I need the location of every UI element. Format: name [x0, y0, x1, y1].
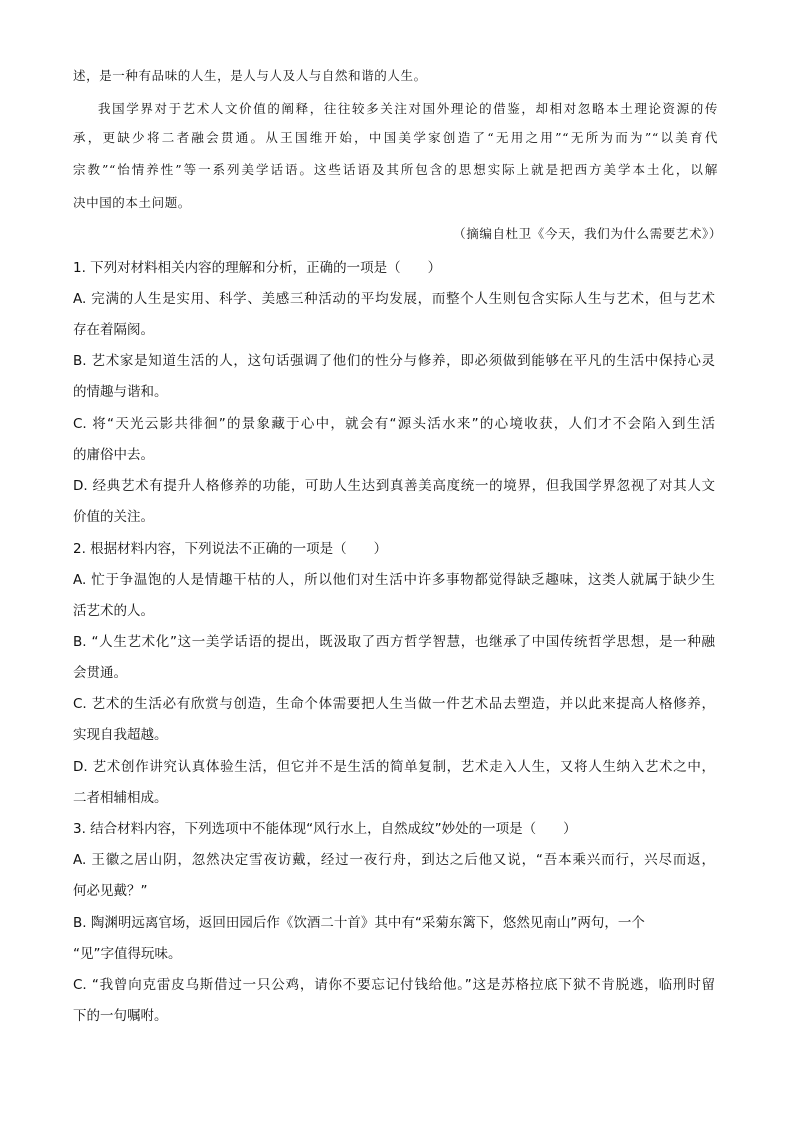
article-line: 宗教”“怡情养性”等一系列美学话语。这些话语及其所包含的思想实际上就是把西方美学本土化，以解 [73, 162, 718, 177]
question-1-option-b: B. 艺术家是知道生活的人，这句话强调了他们的性分与修养，即必须做到能够在平凡的生活中保持心灵 [73, 353, 715, 369]
article-line: 述，是一种有品味的人生，是人与人及人与自然和谐的人生。 [73, 68, 427, 83]
question-2-option-c: C. 艺术的生活必有欣赏与创造，生命个体需要把人生当做一件艺术品去塑造，并以此来提高人格修养， [73, 696, 715, 712]
question-1-option-a-cont: 存在着隔阂。 [73, 322, 154, 338]
article-line: 我国学界对于艺术人文价值的阐释，往往较多关注对国外理论的借鉴，却相对忽略本土理论资源的传 [98, 101, 718, 116]
question-3-option-a: A. 王徽之居山阴，忽然决定雪夜访戴，经过一夜行舟，到达之后他又说，“吾本乘兴而行，兴尽而返， [73, 852, 715, 868]
question-2-option-a-cont: 活艺术的人。 [73, 603, 154, 619]
question-2-option-b-cont: 会贯通。 [73, 665, 127, 681]
question-2-option-c-cont: 实现自我超越。 [73, 727, 168, 743]
question-3-option-c-cont: 下的一句嘱咐。 [73, 1008, 168, 1024]
question-1-stem: 1. 下列对材料相关内容的理解和分析，正确的一项是（ ） [73, 260, 442, 276]
question-1-option-c-cont: 的庸俗中去。 [73, 447, 154, 463]
article-line: 决中国的本土问题。 [73, 195, 191, 210]
question-2-option-d: D. 艺术创作讲究认真体验生活，但它并不是生活的简单复制，艺术走入人生，又将人生纳入艺术之中， [73, 759, 715, 775]
question-3-option-b: B. 陶渊明远离官场，返回田园后作《饮酒二十首》其中有“采菊东篱下，悠然见南山”两句，一个 [73, 915, 645, 931]
question-1-option-d: D. 经典艺术有提升人格修养的功能，可助人生达到真善美高度统一的境界，但我国学界忽视了对其人文 [73, 478, 715, 494]
question-3-stem: 3. 结合材料内容，下列选项中不能体现“风行水上，自然成纹”妙处的一项是（ ） [73, 821, 577, 837]
question-2-option-a: A. 忙于争温饱的人是情趣干枯的人，所以他们对生活中许多事物都觉得缺乏趣味，这类人就属于缺少生 [73, 572, 715, 588]
question-1-option-c: C. 将“天光云影共徘徊”的景象藏于心中，就会有“源头活水来”的心境收获，人们才不会陷入到生活 [73, 416, 715, 432]
question-3-option-c: C. “我曾向克雷皮乌斯借过一只公鸡，请你不要忘记付钱给他。”这是苏格拉底下狱不肯脱逃，临刑时留 [73, 977, 715, 993]
question-2-option-d-cont: 二者相辅相成。 [73, 790, 168, 806]
question-1-option-a: A. 完满的人生是实用、科学、美感三种活动的平均发展，而整个人生则包含实际人生与艺术，但与艺术 [73, 291, 715, 307]
article-source: （摘编自杜卫《今天，我们为什么需要艺术》） [453, 226, 722, 241]
question-1-option-d-cont: 价值的关注。 [73, 509, 154, 525]
question-1-option-b-cont: 的情趣与谐和。 [73, 384, 168, 400]
article-line: 承，更缺少将二者融会贯通。从王国维开始，中国美学家创造了“无用之用”“无所为而为”“以美育代 [73, 130, 718, 145]
question-3-option-a-cont: 何必见戴？” [73, 883, 148, 899]
question-2-stem: 2. 根据材料内容，下列说法不正确的一项是（ ） [73, 541, 388, 557]
question-3-option-b-cont: “见”字值得玩味。 [73, 946, 182, 962]
question-2-option-b: B. “人生艺术化”这一美学话语的提出，既汲取了西方哲学智慧，也继承了中国传统哲学思想，是一种融 [73, 634, 715, 650]
